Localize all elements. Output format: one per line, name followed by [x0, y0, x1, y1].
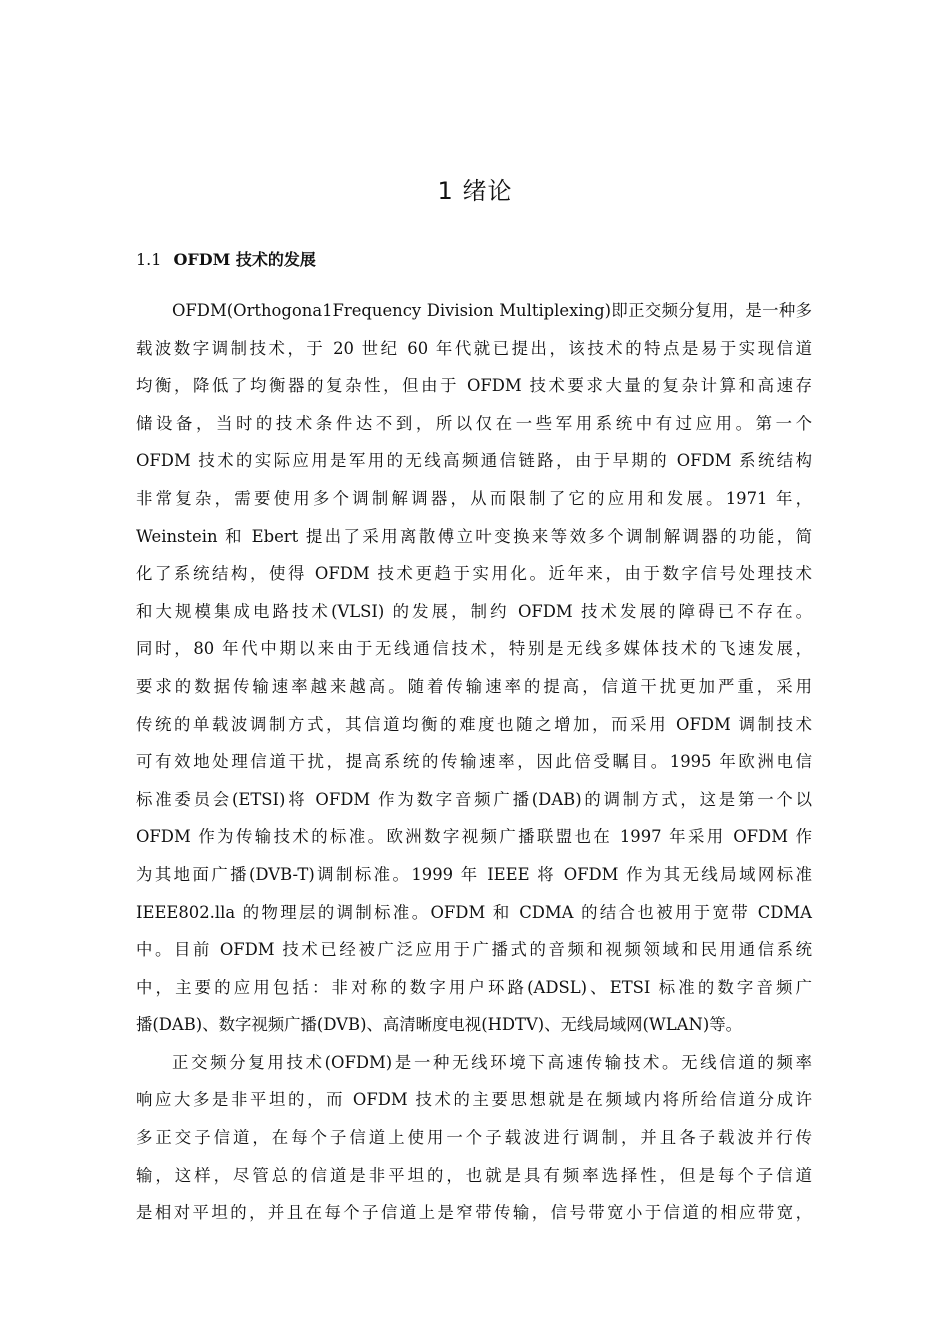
text-line: IEEE802.lla 的物理层的调制标准。OFDM 和 CDMA 的结合也被用于宽带 CDMA: [136, 902, 812, 922]
chapter-title: 1 绪论: [437, 177, 513, 205]
text-line: OFDM 作为传输技术的标准。欧洲数字视频广播联盟也在 1997 年采用 OFDM 作: [136, 827, 812, 847]
text-line: 播(DAB)、数字视频广播(DVB)、高清晰度电视(HDTV)、无线局域网(WLAN)等。: [136, 1015, 743, 1035]
text-line: 储设备，当时的技术条件达不到，所以仅在一些军用系统中有过应用。第一个: [136, 413, 812, 433]
text-line: 响应大多是非平坦的，而 OFDM 技术的主要思想就是在频域内将所给信道分成许: [136, 1090, 812, 1110]
text-line: 同时，80 年代中期以来由于无线通信技术，特别是无线多媒体技术的飞速发展，: [136, 639, 812, 659]
text-line: 可有效地处理信道干扰，提高系统的传输速率，因此倍受瞩目。1995 年欧洲电信: [136, 752, 812, 772]
text-line: 化了系统结构，使得 OFDM 技术更趋于实用化。近年来，由于数字信号处理技术: [136, 564, 812, 584]
paragraph-1: [136, 292, 812, 1044]
text-line: 标准委员会(ETSI)将 OFDM 作为数字音频广播(DAB)的调制方式，这是第一个以: [136, 789, 812, 809]
text-line: 和大规模集成电路技术(VLSI) 的发展，制约 OFDM 技术发展的障碍已不存在。: [136, 601, 812, 621]
text-line: 要求的数据传输速率越来越高。随着传输速率的提高，信道干扰更加严重，采用: [136, 676, 812, 696]
paragraph-2: [136, 1044, 812, 1232]
section-number: 1.1: [136, 250, 162, 269]
text-line: 正交频分复用技术(OFDM)是一种无线环境下高速传输技术。无线信道的频率: [172, 1052, 812, 1072]
text-line: 输，这样，尽管总的信道是非平坦的，也就是具有频率选择性，但是每个子信道: [136, 1165, 812, 1185]
text-line: OFDM 技术的实际应用是军用的无线高频通信链路，由于早期的 OFDM 系统结构: [136, 451, 812, 471]
text-line: 载波数字调制技术，于 20 世纪 60 年代就已提出，该技术的特点是易于实现信道: [136, 338, 812, 358]
section-heading: [136, 248, 316, 272]
text-line: 传统的单载波调制方式，其信道均衡的难度也随之增加，而采用 OFDM 调制技术: [136, 714, 812, 734]
text-line: Weinstein 和 Ebert 提出了采用离散傅立叶变换来等效多个调制解调器的功能，简: [136, 526, 812, 546]
text-line: 中。目前 OFDM 技术已经被广泛应用于广播式的音频和视频领域和民用通信系统: [136, 940, 812, 960]
text-line: 中，主要的应用包括：非对称的数字用户环路(ADSL)、ETSI 标准的数字音频广: [136, 977, 812, 997]
text-line: 非常复杂，需要使用多个调制解调器，从而限制了它的应用和发展。1971 年，: [136, 488, 812, 508]
text-line: OFDM(Orthogona1Frequency Division Multiplexing)即正交频分复用，是一种多: [172, 301, 812, 320]
text-line: 多正交子信道，在每个子信道上使用一个子载波进行调制，并且各子载波并行传: [136, 1128, 812, 1148]
text-line: 是相对平坦的，并且在每个子信道上是窄带传输，信号带宽小于信道的相应带宽，: [136, 1203, 812, 1223]
text-line: 均衡，降低了均衡器的复杂性，但由于 OFDM 技术要求大量的复杂计算和高速存: [136, 376, 812, 396]
text-line: 为其地面广播(DVB-T)调制标准。1999 年 IEEE 将 OFDM 作为其无线局域网标准: [136, 864, 812, 884]
body-text: [136, 292, 812, 1232]
section-title: OFDM 技术的发展: [173, 250, 316, 269]
